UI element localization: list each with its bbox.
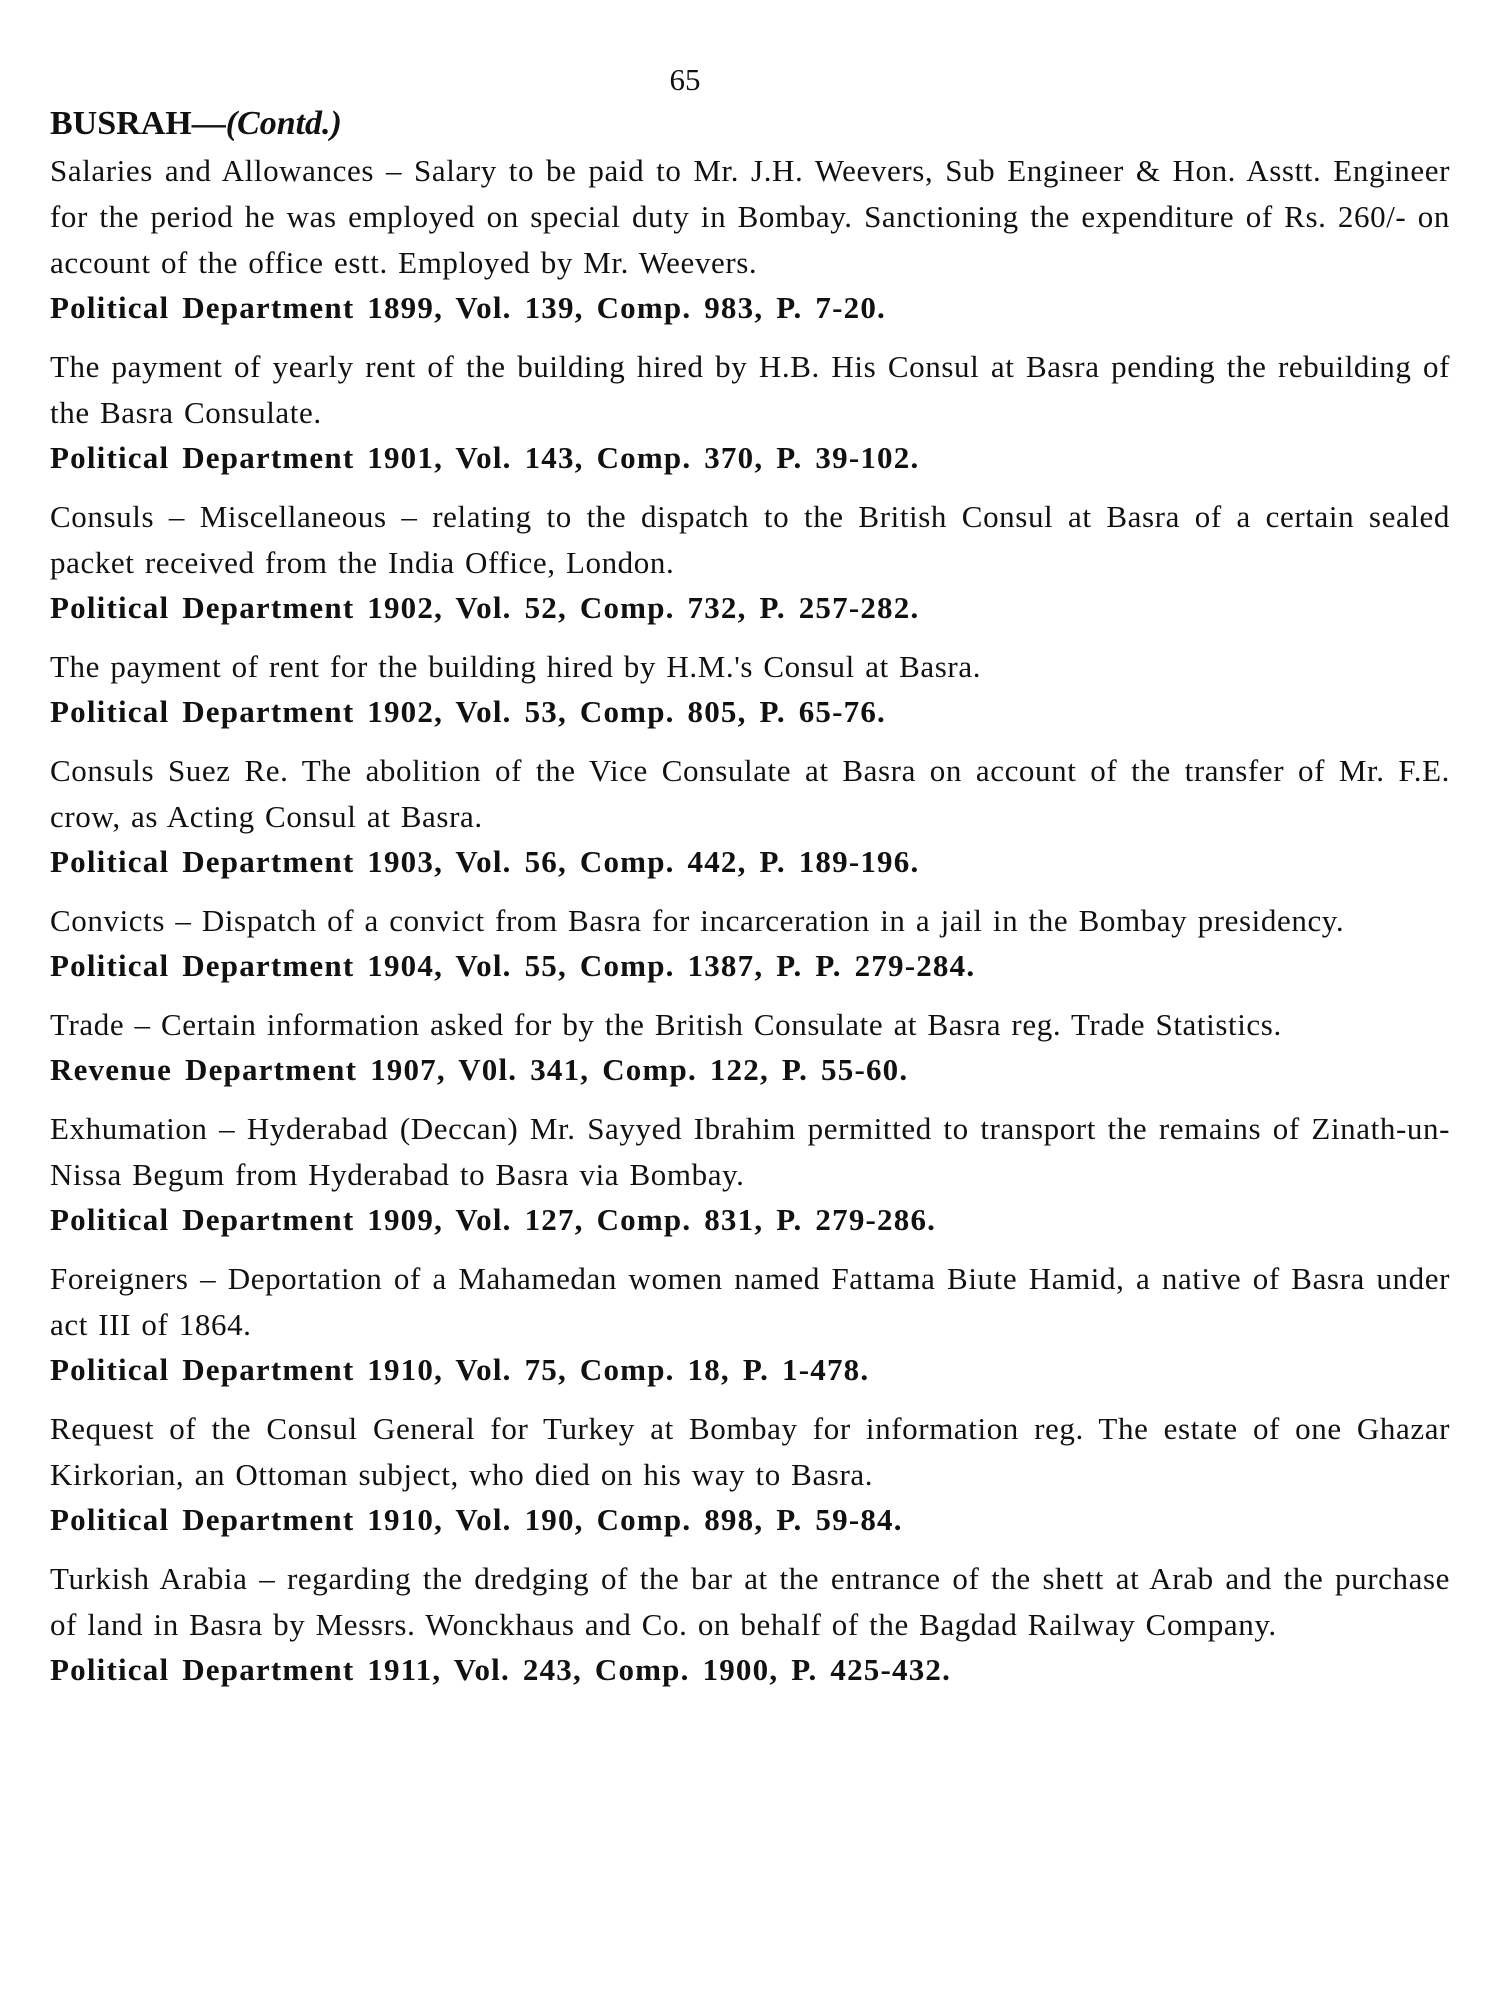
- entry-description: Exhumation – Hyderabad (Deccan) Mr. Sayyed Ibrahim permitted to transport the remains of Zinath-un-Nissa Begum from Hyderabad to Basra via Bombay.: [50, 1111, 1450, 1192]
- entry-reference: Political Department 1910, Vol. 190, Comp. 898, P. 59-84.: [50, 1502, 903, 1537]
- entry-reference: Political Department 1902, Vol. 53, Comp. 805, P. 65-76.: [50, 694, 886, 729]
- entry-reference: Revenue Department 1907, V0l. 341, Comp. 122, P. 55-60.: [50, 1052, 909, 1087]
- list-item: [50, 1106, 1450, 1242]
- entry-description: Request of the Consul General for Turkey at Bombay for information reg. The estate of one Ghazar Kirkorian, an Ottoman subject, who died on his way to Basra.: [50, 1411, 1450, 1492]
- list-item: [50, 1256, 1450, 1392]
- entry-description: The payment of rent for the building hired by H.M.'s Consul at Basra.: [50, 649, 982, 684]
- list-item: [50, 148, 1450, 330]
- entry-description: Convicts – Dispatch of a convict from Basra for incarceration in a jail in the Bombay presidency.: [50, 903, 1345, 938]
- list-item: [50, 1406, 1450, 1542]
- entry-description: Consuls Suez Re. The abolition of the Vice Consulate at Basra on account of the transfer of Mr. F.E. crow, as Acting Consul at Basra.: [50, 753, 1450, 834]
- entry-description: Foreigners – Deportation of a Mahamedan women named Fattama Biute Hamid, a native of Basra under act III of 1864.: [50, 1261, 1450, 1342]
- heading-contd: (Contd.): [225, 105, 342, 142]
- entry-reference: Political Department 1910, Vol. 75, Comp. 18, P. 1-478.: [50, 1352, 870, 1387]
- entry-reference: Political Department 1901, Vol. 143, Comp. 370, P. 39-102.: [50, 440, 920, 475]
- entry-reference: Political Department 1903, Vol. 56, Comp. 442, P. 189-196.: [50, 844, 920, 879]
- list-item: [50, 898, 1450, 988]
- list-item: [50, 344, 1450, 480]
- entry-reference: Political Department 1911, Vol. 243, Comp. 1900, P. 425-432.: [50, 1652, 952, 1687]
- entry-description: The payment of yearly rent of the building hired by H.B. His Consul at Basra pending the rebuilding of the Basra Consulate.: [50, 349, 1450, 430]
- document-page: [50, 60, 1450, 1706]
- entry-description: Salaries and Allowances – Salary to be paid to Mr. J.H. Weevers, Sub Engineer & Hon. Asstt. Engineer for the period he was employed on special duty in Bombay. Sanctioning the expenditure of Rs. 260/- on account of the office estt. Employed by Mr. Weevers.: [50, 153, 1450, 280]
- list-item: [50, 1556, 1450, 1692]
- entry-description: Trade – Certain information asked for by the British Consulate at Basra reg. Trade Statistics.: [50, 1007, 1282, 1042]
- list-item: [50, 748, 1450, 884]
- heading-title: BUSRAH—: [50, 105, 226, 142]
- entry-reference: Political Department 1904, Vol. 55, Comp. 1387, P. P. 279-284.: [50, 948, 976, 983]
- list-item: [50, 494, 1450, 630]
- entry-description: Consuls – Miscellaneous – relating to the dispatch to the British Consul at Basra of a certain sealed packet received from the India Office, London.: [50, 499, 1450, 580]
- section-heading: [50, 104, 1450, 144]
- list-item: [50, 1002, 1450, 1092]
- page-number: 65: [669, 62, 701, 97]
- entry-reference: Political Department 1909, Vol. 127, Comp. 831, P. 279-286.: [50, 1202, 937, 1237]
- entry-reference: Political Department 1902, Vol. 52, Comp. 732, P. 257-282.: [50, 590, 920, 625]
- entry-reference: Political Department 1899, Vol. 139, Comp. 983, P. 7-20.: [50, 290, 886, 325]
- list-item: [50, 644, 1450, 734]
- entry-description: Turkish Arabia – regarding the dredging of the bar at the entrance of the shett at Arab and the purchase of land in Basra by Messrs. Wonckhaus and Co. on behalf of the Bagdad Railway Company.: [50, 1561, 1450, 1642]
